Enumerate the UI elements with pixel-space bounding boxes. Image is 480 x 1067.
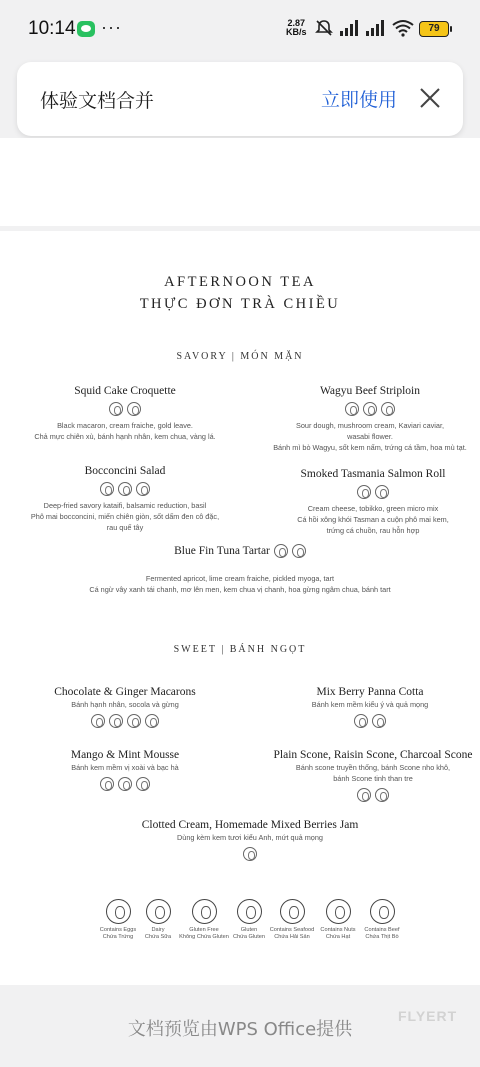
dish-blue-fin-tuna-tartar bbox=[0, 544, 480, 595]
allergen-icons bbox=[255, 402, 480, 416]
allergen-icons bbox=[258, 788, 480, 802]
legend-label-vi: Không Chứa Gluten bbox=[179, 934, 229, 940]
dish-name: Bocconcini Salad bbox=[84, 465, 166, 477]
dish-name: Blue Fin Tuna Tartar bbox=[174, 545, 270, 557]
legend-label-vi: Chứa Hải Sản bbox=[274, 934, 310, 940]
allergen-legend bbox=[0, 899, 480, 959]
gluten-free-icon bbox=[118, 777, 132, 791]
legend-label-vi: Chứa Thịt Bò bbox=[365, 934, 399, 940]
dish-desc: Deep-fried savory kataifi, balsamic reduction, basil bbox=[43, 501, 207, 510]
allergen-icons bbox=[10, 402, 240, 416]
legend-label-vi: Chứa Hạt bbox=[325, 934, 351, 940]
legend-label-vi: Chứa Gluten bbox=[232, 934, 266, 940]
allergen-icons bbox=[10, 482, 240, 496]
dish-squid-cake-croquette bbox=[10, 384, 240, 442]
dish-desc: Sour dough, mushroom cream, Kaviari caviar, bbox=[295, 421, 445, 430]
dish-desc-vi: Chả mực chiên xù, bánh hạnh nhân, kem chua, vàng lá. bbox=[34, 432, 216, 441]
wheat-icon bbox=[237, 899, 262, 924]
dish-name: Squid Cake Croquette bbox=[74, 385, 176, 397]
wifi-icon bbox=[391, 19, 415, 37]
dish-name: Chocolate & Ginger Macarons bbox=[54, 686, 196, 698]
gluten-free-icon bbox=[192, 899, 217, 924]
document-page[interactable] bbox=[0, 231, 480, 985]
document-page-top bbox=[0, 138, 480, 226]
try-now-button[interactable]: 立即使用 bbox=[321, 89, 398, 111]
allergen-icons bbox=[0, 847, 480, 861]
shell-icon bbox=[109, 402, 123, 416]
speed-unit: KB/s bbox=[286, 27, 307, 37]
dish-chocolate-ginger-macarons bbox=[10, 685, 240, 732]
dish-scones bbox=[258, 748, 480, 806]
dish-desc-vi: Bánh hạnh nhân, socola và gừng bbox=[71, 700, 179, 709]
dish-desc-vi: rau quế tây bbox=[106, 523, 144, 532]
dish-desc-vi: Bánh scone truyền thống, bánh Scone nho khô, bbox=[295, 763, 451, 772]
dish-clotted-cream bbox=[0, 818, 480, 865]
dish-header bbox=[0, 544, 480, 558]
shell-icon bbox=[280, 899, 305, 924]
dish-desc-vi: Cá hồi xông khói Tasman a cuộn phô mai kem, bbox=[297, 515, 449, 524]
shell-icon bbox=[357, 485, 371, 499]
wechat-icon bbox=[77, 21, 95, 37]
dish-desc-vi: Cá ngừ vây xanh tái chanh, mơ lên men, kem chua vị chanh, hoa gừng ngâm chua, bánh tart bbox=[89, 585, 391, 594]
dish-desc: Fermented apricot, lime cream fraiche, pickled myoga, tart bbox=[145, 574, 335, 583]
speed-value: 2.87 bbox=[287, 18, 306, 28]
promo-banner bbox=[17, 62, 463, 136]
wheat-icon bbox=[118, 482, 132, 496]
allergen-icons bbox=[10, 714, 240, 728]
milk-icon bbox=[146, 899, 171, 924]
milk-icon bbox=[345, 402, 359, 416]
status-bar bbox=[0, 0, 480, 58]
dish-smoked-salmon-roll bbox=[258, 467, 480, 536]
signal-2-icon bbox=[364, 19, 386, 37]
dish-name: Smoked Tasmania Salmon Roll bbox=[300, 468, 446, 480]
clock: 10:14 bbox=[28, 18, 76, 39]
footer bbox=[0, 985, 480, 1067]
dish-desc-vi: bánh Scone tinh than tre bbox=[333, 774, 413, 783]
egg-icon bbox=[136, 482, 150, 496]
dish-mango-mint-mousse bbox=[10, 748, 240, 795]
egg-icon bbox=[136, 777, 150, 791]
dish-desc-vi: Dùng kèm kem tươi kiểu Anh, mứt quả mọng bbox=[177, 833, 323, 842]
legend-label-vi: Chứa Trứng bbox=[102, 934, 134, 940]
milk-icon bbox=[91, 714, 105, 728]
egg-icon bbox=[145, 714, 159, 728]
dish-desc-vi: Bánh kem mềm kiểu ý và quả mọng bbox=[311, 700, 429, 709]
savory-heading: SAVORY | MÓN MẶN bbox=[176, 351, 304, 362]
dish-mix-berry-panna-cotta bbox=[255, 685, 480, 732]
signal-1-icon bbox=[338, 19, 360, 37]
legend-label-vi: Chứa Sữa bbox=[144, 934, 172, 940]
legend-label: Contains Beef bbox=[364, 927, 400, 933]
menu-title-vi: THỰC ĐƠN TRÀ CHIỀU bbox=[139, 296, 341, 312]
beef-icon bbox=[381, 402, 395, 416]
beef-icon bbox=[370, 899, 395, 924]
dish-name: Mango & Mint Mousse bbox=[70, 749, 180, 761]
legend-label: Dairy bbox=[151, 927, 165, 933]
milk-icon bbox=[375, 485, 389, 499]
milk-icon bbox=[274, 544, 288, 558]
nut-icon bbox=[326, 899, 351, 924]
nut-icon bbox=[127, 714, 141, 728]
dish-desc-vi: Bánh kem mềm vị xoài và bạc hà bbox=[71, 763, 179, 772]
dish-desc: Black macaron, cream fraiche, gold leave. bbox=[57, 421, 193, 430]
dish-desc-vi: Phô mai bocconcini, miến chiên giòn, sốt dấm đen cô đặc, bbox=[30, 512, 220, 521]
dish-name: Clotted Cream, Homemade Mixed Berries Jam bbox=[141, 819, 359, 831]
dish-name: Mix Berry Panna Cotta bbox=[316, 686, 424, 698]
dish-desc-vi: trứng cá chuồn, rau hỗn hợp bbox=[326, 526, 420, 535]
wheat-icon bbox=[363, 402, 377, 416]
shell-icon bbox=[292, 544, 306, 558]
allergen-icons bbox=[258, 485, 480, 499]
dish-desc: Cream cheese, tobikko, green micro mix bbox=[307, 504, 439, 513]
milk-icon bbox=[375, 788, 389, 802]
legend-label: Contains Eggs bbox=[99, 927, 137, 933]
milk-icon bbox=[243, 847, 257, 861]
mute-bell-icon bbox=[315, 19, 333, 37]
milk-icon bbox=[100, 482, 114, 496]
battery-indicator: 79 bbox=[419, 21, 449, 37]
dish-desc-vi: Bánh mì bò Wagyu, sốt kem nấm, trứng cá tầm, hoa mù tạt. bbox=[273, 443, 467, 452]
close-icon[interactable] bbox=[417, 85, 443, 111]
dish-name: Plain Scone, Raisin Scone, Charcoal Scone bbox=[273, 749, 473, 761]
sweet-heading: SWEET | BÁNH NGỌT bbox=[173, 644, 307, 655]
milk-icon bbox=[127, 402, 141, 416]
gluten-free-icon bbox=[109, 714, 123, 728]
allergen-icons bbox=[10, 777, 240, 791]
wps-preview-notice: 文档预览由WPS Office提供 bbox=[127, 1019, 353, 1040]
legend-label: Gluten Free bbox=[189, 927, 219, 933]
more-notifications-icon: ··· bbox=[101, 17, 122, 37]
egg-icon bbox=[357, 788, 371, 802]
menu-title-en: AFTERNOON TEA bbox=[164, 274, 316, 290]
milk-icon bbox=[100, 777, 114, 791]
network-speed bbox=[286, 19, 307, 37]
legend-label: Contains Seafood bbox=[269, 927, 315, 933]
legend-label: Gluten bbox=[240, 927, 258, 933]
gluten-free-icon bbox=[372, 714, 386, 728]
milk-icon bbox=[354, 714, 368, 728]
allergen-icons bbox=[255, 714, 480, 728]
legend-label: Contains Nuts bbox=[320, 927, 356, 933]
dish-bocconcini-salad bbox=[10, 464, 240, 533]
legend-beef bbox=[350, 899, 414, 941]
banner-title: 体验文档合并 bbox=[40, 90, 155, 112]
dish-wagyu-beef-striploin bbox=[255, 384, 480, 453]
watermark: FLYERT bbox=[398, 1008, 458, 1024]
dish-desc: wasabi flower. bbox=[347, 432, 393, 441]
dish-name: Wagyu Beef Striploin bbox=[319, 385, 420, 397]
